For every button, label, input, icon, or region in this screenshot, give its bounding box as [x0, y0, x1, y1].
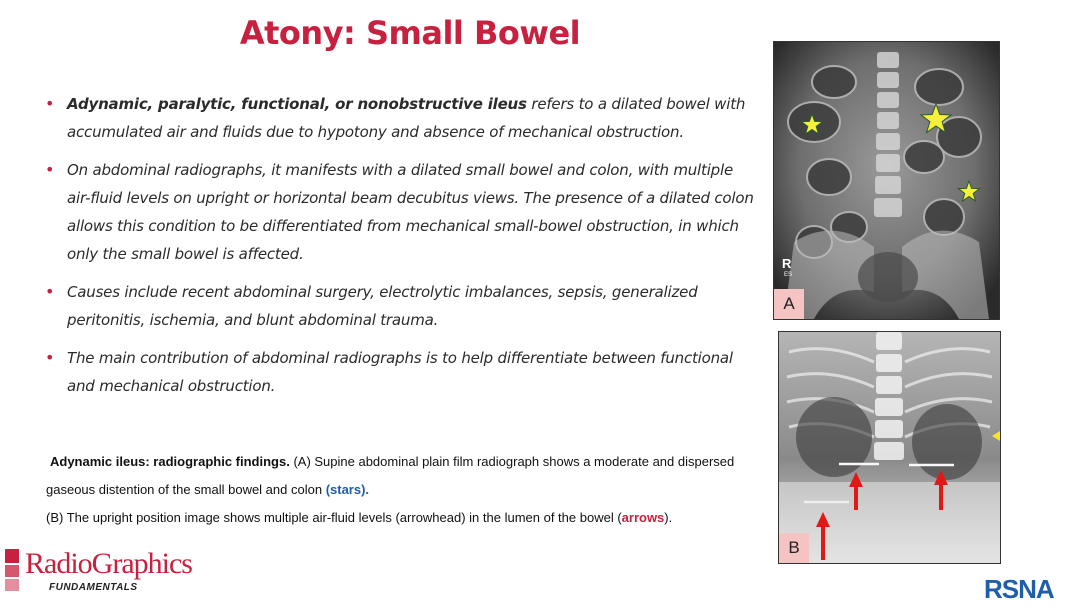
logo-sub-text: FUNDAMENTALS [49, 582, 138, 593]
slide-title: Atony: Small Bowel [239, 14, 581, 52]
bullet-text: On abdominal radiographs, it manifests with a dilated small bowel and colon, with multiple air-fluid levels on upright or horizontal beam decubitus views. The presence of a dilated colon allows this condition to be differentiated from mechanical small-bowel obstruction, in which only the small bowel is affected. [67, 161, 754, 263]
bullet-item [45, 90, 757, 146]
side-marker: R [782, 256, 792, 271]
rsna-logo: RSNA [984, 574, 1054, 604]
caption-text-a: (A) Supine abdominal plain film radiograph shows a moderate and dispersed gaseous distention of the small bowel and colon [46, 454, 735, 497]
radiograph-b [778, 331, 1001, 564]
side-marker-sub: ES [784, 272, 793, 278]
bullet-dot-icon: • [45, 348, 55, 367]
bullet-dot-icon: • [45, 94, 55, 113]
radiograph-a-image [774, 42, 999, 319]
bullet-item [45, 344, 757, 400]
bullet-text: refers to a dilated bowel with accumulated air and fluids due to hypotony and absence of mechanical obstruction. [67, 95, 746, 141]
panel-label-b: B [779, 533, 809, 563]
caption-title: Adynamic ileus: radiographic findings. [50, 454, 290, 469]
radiograph-a [773, 41, 1000, 320]
caption-arrows: arrows [621, 510, 665, 525]
caption-line-a [46, 448, 766, 504]
panel-label-a: A [774, 289, 804, 319]
bullet-text: Causes include recent abdominal surgery, electrolytic imbalances, sepsis, generalized peritonitis, ischemia, and blunt abdominal trauma. [67, 283, 698, 329]
bullet-text: The main contribution of abdominal radiographs is to help differentiate between functional and mechanical obstruction. [67, 349, 733, 395]
caption-text-b: (B) The upright position image shows multiple air-fluid levels (arrowhead) in the lumen of the bowel ( [46, 510, 622, 525]
caption-text-b-end: ). [664, 510, 673, 525]
bullet-dot-icon: • [45, 282, 55, 301]
radiographics-logo [5, 549, 245, 595]
bullet-item [45, 156, 757, 268]
bullet-item [45, 278, 757, 334]
radiograph-b-image [779, 332, 1000, 563]
logo-brand-text: RadioGraphics [25, 547, 192, 580]
logo-bar-icon [5, 549, 19, 563]
caption-stars: (stars). [325, 482, 370, 497]
logo-bar-icon [5, 565, 19, 577]
bullet-list [45, 90, 757, 410]
bullet-dot-icon: • [45, 160, 55, 179]
logo-bar-icon [5, 579, 19, 591]
figure-caption [46, 448, 766, 532]
caption-line-b [46, 504, 766, 532]
bullet-bold-text: Adynamic, paralytic, functional, or nonobstructive ileus [67, 95, 527, 113]
